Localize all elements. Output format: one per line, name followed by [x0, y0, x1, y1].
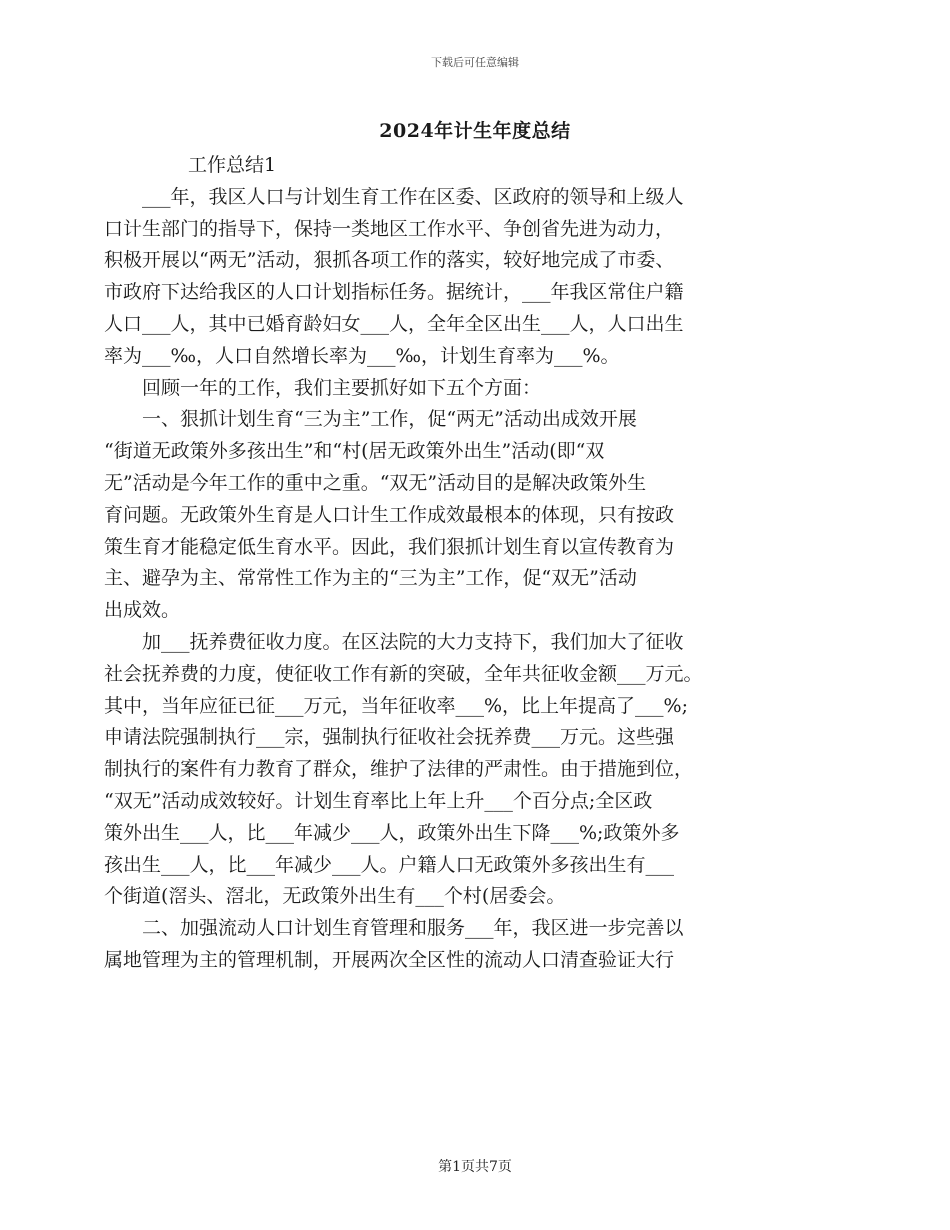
paragraph-line: 率为___‰，人口自然增长率为___‰，计划生育率为___%。 [104, 344, 620, 367]
paragraph-4 [104, 627, 822, 913]
paragraph-line: 策生育才能稳定低生育水平。因此，我们狠抓计划生育以宣传教育为 [104, 535, 675, 558]
paragraph-line: 加___抚养费征收力度。在区法院的大力支持下，我们加大了征收 [142, 630, 684, 653]
paragraph-line: “双无”活动成效较好。计划生育率比上年上升___个百分点;全区政 [104, 789, 653, 812]
document-body [104, 150, 822, 977]
paragraph-line: 属地管理为主的管理机制，开展两次全区性的流动人口清查验证大行 [104, 948, 675, 971]
paragraph-2 [142, 373, 822, 405]
paragraph-line: 回顾一年的工作，我们主要抓好如下五个方面： [142, 376, 542, 399]
paragraph-line: 一、狠抓计划生育“三为主”工作，促“两无”活动出成效开展 [142, 408, 637, 431]
paragraph-line: 孩出生___人，比___年减少___人。户籍人口无政策外多孩出生有___ [104, 853, 675, 876]
paragraph-3 [104, 404, 822, 627]
paragraph-line: 申请法院强制执行___宗，强制执行征收社会抚养费___万元。这些强 [104, 726, 675, 749]
paragraph-line: 口计生部门的指导下，保持一类地区工作水平、争创省先进为动力， [104, 217, 675, 240]
paragraph-line: 育问题。无政策外生育是人口计生工作成效最根本的体现，只有按政 [104, 503, 675, 526]
subheading [150, 150, 822, 182]
paragraph-line: 其中，当年应征已征___万元，当年征收率___%，比上年提高了___%; [104, 694, 689, 717]
page-footer: 第1页共7页 [438, 1159, 512, 1175]
paragraph-line: 人口___人，其中已婚育龄妇女___人，全年全区出生___人，人口出生 [104, 312, 684, 335]
paragraph-line: 社会抚养费的力度，使征收工作有新的突破，全年共征收金额___万元。 [104, 662, 703, 685]
paragraph-line: 策外出生___人，比___年减少___人，政策外出生下降___%;政策外多 [104, 821, 680, 844]
paragraph-line: 出成效。 [104, 599, 181, 622]
paragraph-line: 积极开展以“两无”活动，狠抓各项工作的落实，较好地完成了市委、 [104, 249, 675, 272]
paragraph-line: 市政府下达给我区的人口计划指标任务。据统计，___年我区常住户籍 [104, 281, 684, 304]
paragraph-line: “街道无政策外多孩出生”和“村(居无政策外出生”活动(即“双 [104, 440, 605, 463]
paragraph-1 [104, 182, 822, 373]
paragraph-5 [104, 913, 822, 977]
document-title: 2024年计生年度总结 [379, 120, 571, 142]
subheading-text: 工作总结1 [188, 154, 277, 176]
header-note: 下载后可任意编辑 [431, 56, 519, 69]
paragraph-line: ___年，我区人口与计划生育工作在区委、区政府的领导和上级人 [142, 185, 684, 208]
paragraph-line: 二、加强流动人口计划生育管理和服务___年，我区进一步完善以 [142, 917, 684, 940]
paragraph-line: 制执行的案件有力教育了群众，维护了法律的严肃性。由于措施到位， [104, 758, 694, 781]
paragraph-line: 个街道(滘头、滘北，无政策外出生有___个村(居委会。 [104, 885, 566, 908]
paragraph-line: 主、避孕为主、常常性工作为主的“三为主”工作，促“双无”活动 [104, 567, 637, 590]
paragraph-line: 无”活动是今年工作的重中之重。“双无”活动目的是解决政策外生 [104, 471, 647, 494]
